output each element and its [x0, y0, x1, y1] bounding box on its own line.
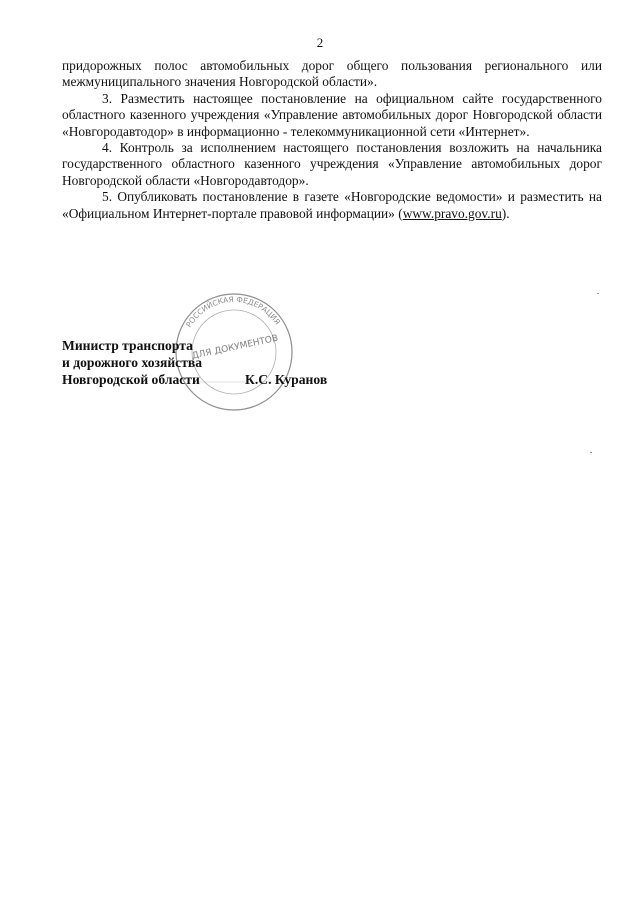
scan-speck	[597, 293, 599, 294]
paragraph-item-5-text: 5. Опубликовать постановление в газете «Новгородские ведомости» и разместить на «Официальном Интернет-портале правовой информации»	[62, 189, 602, 221]
paragraph-item-4: 4. Контроль за исполнением настоящего постановления возложить на начальника государственного областного казенного учреждения «Управление автомобильных дорог Новгородской области «Новгородавтодор».	[62, 140, 602, 188]
paragraph-item-3: 3. Разместить настоящее постановление на официальном сайте государственного областного казенного учреждения «Управление автомобильных дорог Новгородской области «Новгородавтодор» в информационно - телекоммуникационной сети «Интернет».	[62, 90, 602, 139]
document-body	[62, 58, 602, 222]
signer-name: К.С. Куранов	[245, 372, 328, 387]
page-number: 2	[316, 35, 324, 50]
signer-title-line2: и дорожного хозяйства	[62, 355, 203, 370]
link-suffix: ).	[501, 205, 510, 221]
signer-title-line1: Министр транспорта	[62, 338, 193, 353]
paragraph-continuation: придорожных полос автомобильных дорог общего пользования регионального или межмуниципального значения Новгородской области».	[62, 58, 602, 90]
scan-speck	[590, 452, 592, 453]
signer-title-line3: Новгородской области	[62, 372, 200, 387]
stamp-inner-text: ДЛЯ ДОКУМЕНТОВ	[191, 333, 280, 362]
paragraph-item-5	[62, 189, 602, 222]
link-prefix: (	[398, 205, 403, 221]
stamp-outer-text: РОССИЙСКАЯ ФЕДЕРАЦИЯ	[184, 294, 283, 329]
pravo-gov-link[interactable]: www.pravo.gov.ru	[402, 205, 502, 221]
